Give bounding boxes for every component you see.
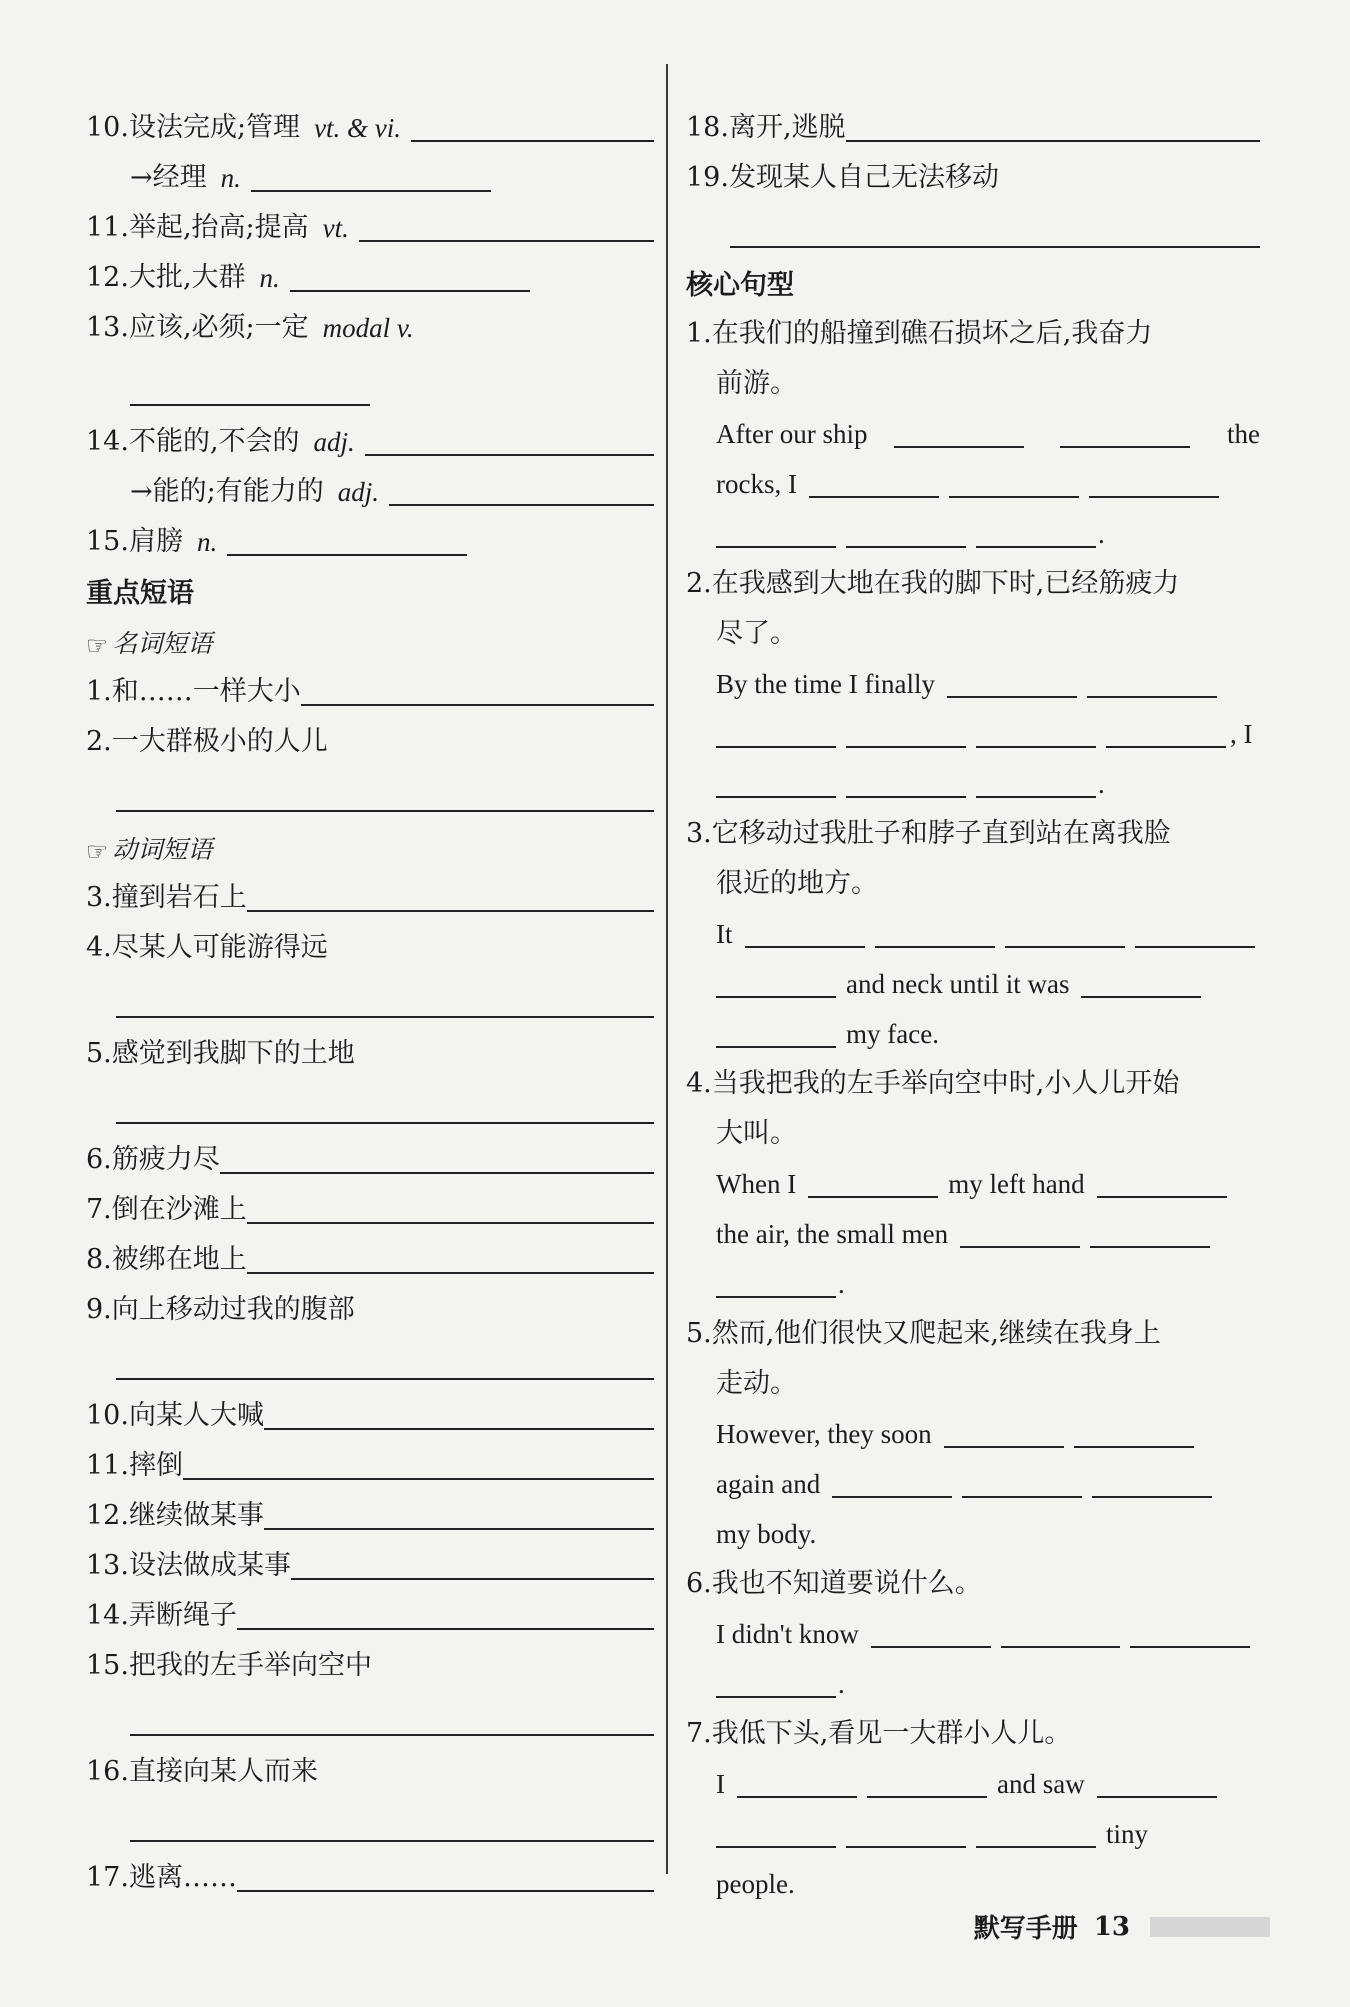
sentence-answer: After our ship the <box>686 402 1260 452</box>
answer-blank[interactable] <box>737 1766 857 1798</box>
answer-blank[interactable] <box>116 780 654 812</box>
answer-blank[interactable] <box>1060 416 1190 448</box>
answer-blank[interactable] <box>247 1242 654 1274</box>
answer-blank[interactable] <box>846 766 966 798</box>
answer-line <box>686 196 1260 252</box>
answer-blank[interactable] <box>976 516 1096 548</box>
answer-blank[interactable] <box>846 516 966 548</box>
sentence-prompt: 2. 在我感到大地在我的脚下时,已经筋疲力 <box>686 568 1180 599</box>
answer-blank[interactable] <box>1106 716 1226 748</box>
sentence-answer: . <box>686 502 1260 552</box>
answer-blank[interactable] <box>130 1704 654 1736</box>
answer-blank[interactable] <box>1090 1216 1210 1248</box>
sentence-answer: . <box>686 752 1260 802</box>
answer-blank[interactable] <box>962 1466 1082 1498</box>
answer-line <box>86 346 654 410</box>
sentence-answer: By the time I finally <box>686 652 1260 702</box>
answer-blank[interactable] <box>1130 1616 1250 1648</box>
sentence-prompt-cont: 尽了。 <box>716 618 797 649</box>
phrase-item: 16. 直接向某人而来 <box>86 1756 318 1787</box>
answer-blank[interactable] <box>130 1810 654 1842</box>
phrase-item: 15. 把我的左手举向空中 <box>86 1650 372 1681</box>
answer-blank[interactable] <box>716 1266 836 1298</box>
answer-blank[interactable] <box>116 986 654 1018</box>
answer-blank[interactable] <box>359 210 654 242</box>
answer-blank[interactable] <box>976 766 1096 798</box>
phrase-item: 5. 感觉到我脚下的土地 <box>86 1038 355 1069</box>
answer-blank[interactable] <box>1074 1416 1194 1448</box>
sentence-answer: rocks, I <box>686 452 1260 502</box>
answer-blank[interactable] <box>716 966 836 998</box>
sentence-answer: I and saw <box>686 1752 1260 1802</box>
pointing-hand-icon: ☞ <box>86 631 109 660</box>
answer-line <box>86 1790 654 1846</box>
answer-blank[interactable] <box>389 474 654 506</box>
answer-blank[interactable] <box>1001 1616 1121 1648</box>
sentence-answer: When I my left hand <box>686 1152 1260 1202</box>
answer-blank[interactable] <box>116 1092 654 1124</box>
sentence-answer: tiny <box>686 1802 1260 1852</box>
page-number: 13 <box>1093 1911 1130 1942</box>
section-heading: 核心句型 <box>686 270 794 301</box>
right-column <box>686 96 1260 1902</box>
answer-blank[interactable] <box>871 1616 991 1648</box>
book-title: 默写手册 <box>973 1914 1078 1944</box>
answer-blank[interactable] <box>247 1192 654 1224</box>
answer-line <box>86 760 654 816</box>
answer-blank[interactable] <box>116 1348 654 1380</box>
answer-blank[interactable] <box>183 1448 654 1480</box>
answer-blank[interactable] <box>867 1766 987 1798</box>
answer-blank[interactable] <box>301 674 654 706</box>
answer-blank[interactable] <box>716 1816 836 1848</box>
sentence-answer: my face. <box>686 1002 1260 1052</box>
sentence-prompt-cont: 大叫。 <box>716 1118 797 1149</box>
answer-blank[interactable] <box>237 1598 654 1630</box>
page-footer <box>974 1908 1270 1945</box>
answer-blank[interactable] <box>944 1416 1064 1448</box>
answer-blank[interactable] <box>237 1860 654 1892</box>
sentence-answer: again and <box>686 1452 1260 1502</box>
phrase-item: 18. 离开,逃脱 <box>686 96 1260 146</box>
answer-blank[interactable] <box>716 716 836 748</box>
answer-line <box>86 1328 654 1384</box>
vocab-item: 13. 应该,必须;一定 modal v. <box>86 312 414 343</box>
answer-blank[interactable] <box>130 374 370 406</box>
answer-blank[interactable] <box>808 1166 938 1198</box>
vocab-item: →经理 n. <box>86 146 654 196</box>
answer-blank[interactable] <box>716 1666 836 1698</box>
answer-blank[interactable] <box>976 1816 1096 1848</box>
sentence-prompt-cont: 很近的地方。 <box>716 868 878 899</box>
answer-blank[interactable] <box>227 524 467 556</box>
answer-blank[interactable] <box>1135 916 1255 948</box>
answer-blank[interactable] <box>1097 1166 1227 1198</box>
phrase-item: 13. 设法做成某事 <box>86 1534 654 1584</box>
answer-blank[interactable] <box>832 1466 952 1498</box>
phrase-item: 8. 被绑在地上 <box>86 1228 654 1278</box>
sentence-answer: However, they soon <box>686 1402 1260 1452</box>
answer-blank[interactable] <box>1087 666 1217 698</box>
vocab-item: →能的;有能力的 adj. <box>86 460 654 510</box>
sentence-prompt: 1. 在我们的船撞到礁石损坏之后,我奋力 <box>686 318 1153 349</box>
footer-bar <box>1150 1917 1270 1937</box>
sentence-answer: . <box>686 1652 1260 1702</box>
answer-blank[interactable] <box>251 160 491 192</box>
answer-blank[interactable] <box>411 110 654 142</box>
vocab-item: 14. 不能的,不会的 adj. <box>86 410 654 460</box>
phrase-item: 10. 向某人大喊 <box>86 1384 654 1434</box>
sentence-answer: I didn't know <box>686 1602 1260 1652</box>
phrase-item: 3. 撞到岩石上 <box>86 866 654 916</box>
vocab-item: 11. 举起,抬高;提高 vt. <box>86 196 654 246</box>
answer-blank[interactable] <box>220 1142 654 1174</box>
sentence-prompt: 5. 然而,他们很快又爬起来,继续在我身上 <box>686 1318 1161 1349</box>
phrase-item: 6. 筋疲力尽 <box>86 1128 654 1178</box>
answer-blank[interactable] <box>730 216 1260 248</box>
column-divider <box>666 64 668 1874</box>
answer-line <box>86 966 654 1022</box>
subsection-heading: ☞ 动词短语 <box>86 835 213 866</box>
answer-blank[interactable] <box>846 110 1260 142</box>
vocab-item: 15. 肩膀 n. <box>86 510 654 560</box>
answer-blank[interactable] <box>976 716 1096 748</box>
sentence-answer: , I <box>686 702 1260 752</box>
answer-blank[interactable] <box>846 716 966 748</box>
sentence-prompt: 7. 我低下头,看见一大群小人儿。 <box>686 1718 1072 1749</box>
answer-blank[interactable] <box>947 666 1077 698</box>
phrase-item: 1. 和……一样大小 <box>86 660 654 710</box>
answer-blank[interactable] <box>365 424 654 456</box>
answer-blank[interactable] <box>1005 916 1125 948</box>
sentence-answer: and neck until it was <box>686 952 1260 1002</box>
answer-line <box>86 1684 654 1740</box>
answer-blank[interactable] <box>716 766 836 798</box>
answer-blank[interactable] <box>949 466 1079 498</box>
answer-blank[interactable] <box>809 466 939 498</box>
subsection-heading: ☞ 名词短语 <box>86 629 213 660</box>
answer-blank[interactable] <box>875 916 995 948</box>
answer-blank[interactable] <box>291 1548 654 1580</box>
answer-blank[interactable] <box>1089 466 1219 498</box>
answer-blank[interactable] <box>716 1016 836 1048</box>
phrase-item: 2. 一大群极小的人儿 <box>86 726 328 757</box>
phrase-item: 14. 弄断绳子 <box>86 1584 654 1634</box>
phrase-item: 19. 发现某人自己无法移动 <box>686 162 999 193</box>
phrase-item: 11. 摔倒 <box>86 1434 654 1484</box>
sentence-prompt-cont: 走动。 <box>716 1368 797 1399</box>
vocab-item: 12. 大批,大群 n. <box>86 246 654 296</box>
answer-blank[interactable] <box>290 260 530 292</box>
phrase-item: 7. 倒在沙滩上 <box>86 1178 654 1228</box>
sentence-prompt: 3. 它移动过我肚子和脖子直到站在离我脸 <box>686 818 1171 849</box>
answer-line <box>86 1072 654 1128</box>
vocab-item: 10. 设法完成;管理 vt. & vi. <box>86 96 654 146</box>
sentence-answer: the air, the small men <box>686 1202 1260 1252</box>
answer-blank[interactable] <box>1081 966 1201 998</box>
answer-blank[interactable] <box>264 1398 654 1430</box>
answer-blank[interactable] <box>745 916 865 948</box>
answer-blank[interactable] <box>716 516 836 548</box>
left-column <box>86 96 654 1896</box>
phrase-item: 9. 向上移动过我的腹部 <box>86 1294 355 1325</box>
answer-blank[interactable] <box>846 1816 966 1848</box>
answer-blank[interactable] <box>264 1498 654 1530</box>
answer-blank[interactable] <box>1092 1466 1212 1498</box>
section-heading: 重点短语 <box>86 578 194 609</box>
sentence-answer: people. <box>716 1869 795 1899</box>
sentence-answer: . <box>686 1252 1260 1302</box>
phrase-item: 4. 尽某人可能游得远 <box>86 932 328 963</box>
sentence-prompt: 6. 我也不知道要说什么。 <box>686 1568 982 1599</box>
sentence-prompt: 4. 当我把我的左手举向空中时,小人儿开始 <box>686 1068 1180 1099</box>
answer-blank[interactable] <box>960 1216 1080 1248</box>
answer-blank[interactable] <box>1097 1766 1217 1798</box>
answer-blank[interactable] <box>894 416 1024 448</box>
phrase-item: 17. 逃离…… <box>86 1846 654 1896</box>
phrase-item: 12. 继续做某事 <box>86 1484 654 1534</box>
sentence-prompt-cont: 前游。 <box>716 368 797 399</box>
sentence-answer: my body. <box>716 1519 817 1549</box>
pointing-hand-icon: ☞ <box>86 837 109 866</box>
answer-blank[interactable] <box>247 880 654 912</box>
sentence-answer: It <box>686 902 1260 952</box>
